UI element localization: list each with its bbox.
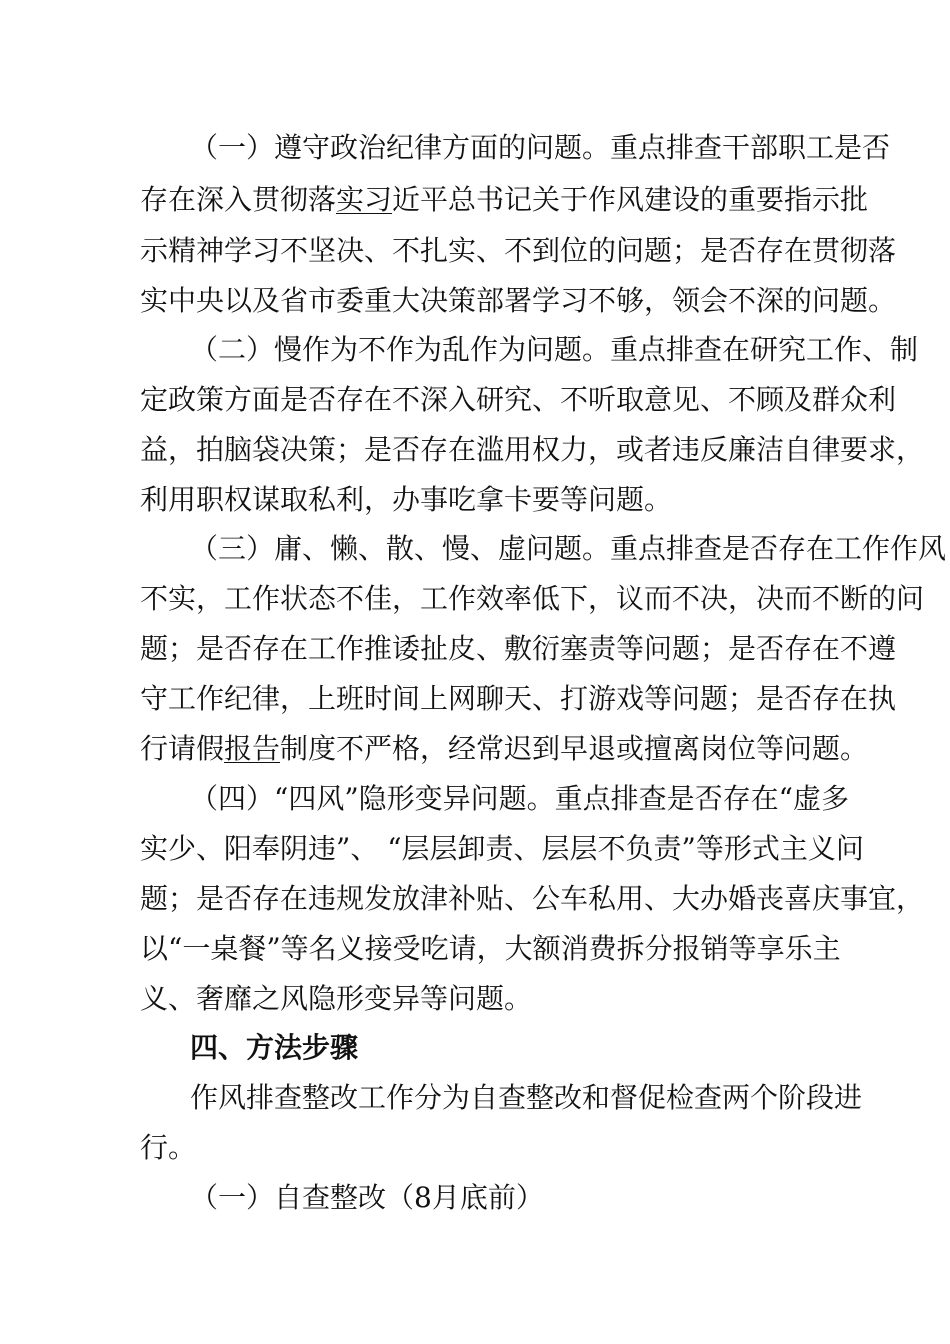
- paragraph-line: 利用职权谋取私利，办事吃拿卡要等问题。: [140, 483, 673, 516]
- paragraph-line: 题；是否存在违规发放津补贴、公车私用、大办婚丧喜庆事宜，: [140, 882, 925, 915]
- text-fragment: 近平总书记关于作风建设的重要指示批: [392, 183, 869, 216]
- paragraph-line: 以“一桌餐”等名义接受吃请，大额消费拆分报销等享乐主: [140, 932, 841, 965]
- paragraph-line: （二）慢作为不作为乱作为问题。重点排查在研究工作、制: [190, 333, 919, 366]
- paragraph-line: 守工作纪律，上班时间上网聊天、打游戏等问题；是否存在执: [140, 682, 897, 715]
- paragraph-line: 示精神学习不坚决、不扎实、不到位的问题；是否存在贯彻落: [140, 234, 897, 267]
- paragraph-line: 实中央以及省市委重大决策部署学习不够，领会不深的问题。: [140, 284, 897, 317]
- hyperlink-text[interactable]: 实习: [336, 183, 393, 216]
- text-fragment: 存在深入贯彻落: [140, 183, 337, 216]
- section-heading: 四、方法步骤: [190, 1031, 359, 1064]
- paragraph-line: 实少、阳奉阴违”、 “层层卸责、层层不负责”等形式主义问: [140, 832, 864, 865]
- paragraph-line: （一）遵守政治纪律方面的问题。重点排查干部职工是否: [190, 131, 891, 164]
- text-fragment: 制度不严格，经常迟到早退或擅离岗位等问题。: [280, 732, 869, 765]
- paragraph-line: 不实，工作状态不佳，工作效率低下，议而不决，决而不断的问: [140, 582, 925, 615]
- paragraph-line: [140, 180, 869, 220]
- paragraph-line: 义、奢靡之风隐形变异等问题。: [140, 982, 533, 1015]
- paragraph-line: 益，拍脑袋决策；是否存在滥用权力，或者违反廉洁自律要求，: [140, 433, 925, 466]
- paragraph-line: [140, 729, 869, 769]
- paragraph-line: 行。: [140, 1131, 197, 1164]
- paragraph-line: 作风排查整改工作分为自查整改和督促检查两个阶段进: [190, 1081, 863, 1114]
- text-fragment: 行请假: [140, 732, 225, 765]
- hyperlink-text[interactable]: 报告: [224, 732, 281, 765]
- paragraph-line: 定政策方面是否存在不深入研究、不听取意见、不顾及群众利: [140, 383, 897, 416]
- paragraph-line: （四）“四风”隐形变异问题。重点排查是否存在“虚多: [190, 782, 849, 815]
- subsection-heading: （一）自查整改（8月底前）: [190, 1181, 544, 1214]
- paragraph-line: 题；是否存在工作推诿扯皮、敷衍塞责等问题；是否存在不遵: [140, 632, 897, 665]
- paragraph-line: （三）庸、懒、散、慢、虚问题。重点排查是否存在工作作风: [190, 532, 947, 565]
